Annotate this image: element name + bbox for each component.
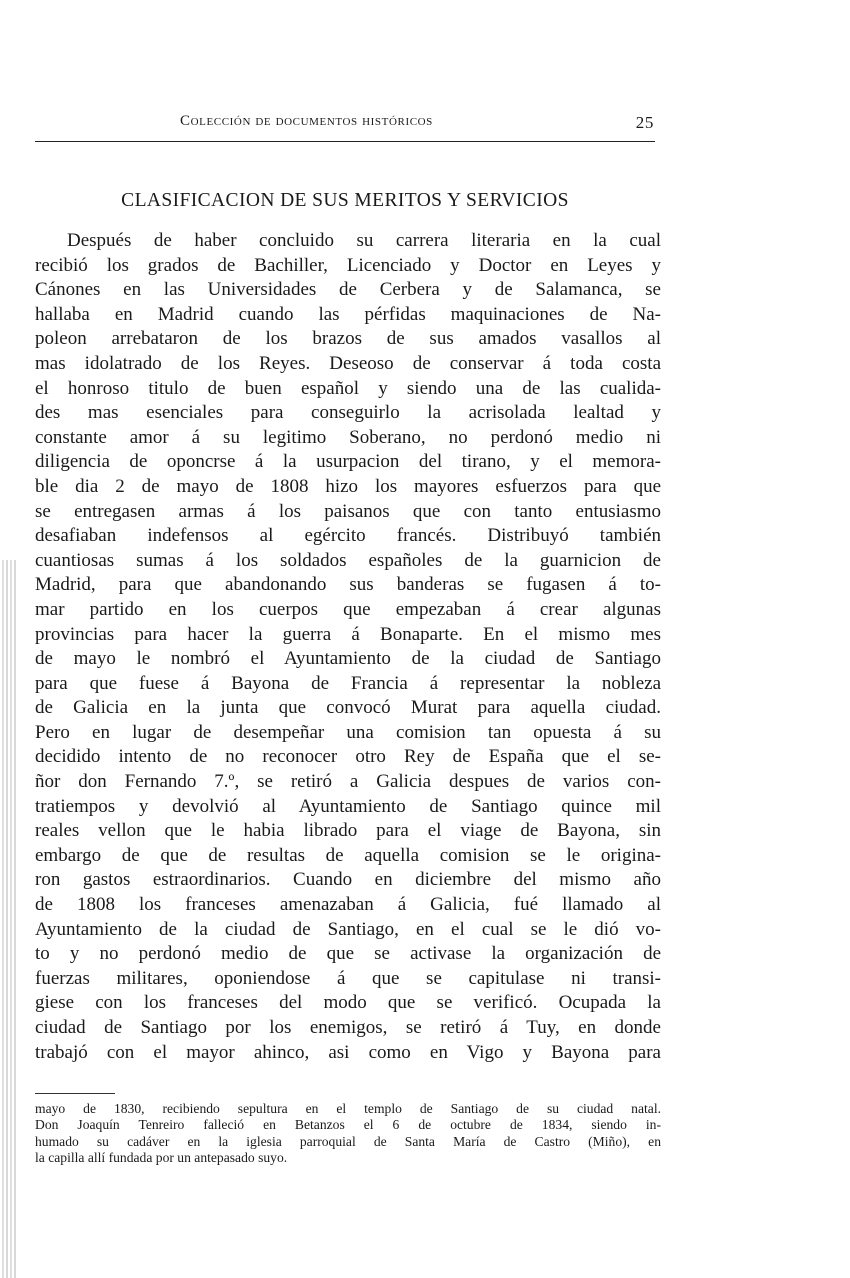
body-line: Cánones en las Universidades de Cerbera y de Salamanca, se [35,279,661,301]
body-line: recibió los grados de Bachiller, Licenciado y Doctor en Leyes y [35,254,661,276]
body-line: provincias para hacer la guerra á Bonaparte. En el mismo mes [35,623,661,645]
body-line: ble dia 2 de mayo de 1808 hizo los mayores esfuerzos para que [35,475,661,497]
body-line: fuerzas militares, oponiendose á que se capitulase ni transi- [35,967,661,989]
body-line: mas idolatrado de los Reyes. Deseoso de conservar á toda costa [35,352,661,374]
body-line: hallaba en Madrid cuando las pérfidas maquinaciones de Na- [35,303,661,325]
body-line: de 1808 los franceses amenazaban á Galicia, fué llamado al [35,894,661,916]
body-line: tratiempos y devolvió al Ayuntamiento de Santiago quince mil [35,795,661,817]
body-line: diligencia de oponcrse á la usurpacion del tirano, y el memora- [35,451,661,473]
body-line: constante amor á su legitimo Soberano, no perdonó medio ni [35,426,661,448]
running-head [180,113,660,130]
body-line: de Galicia en la junta que convocó Murat para aquella ciudad. [35,697,661,719]
body-text [35,229,661,1065]
footnote-line: humado su cadáver en la iglesia parroquial de Santa María de Castro (Miño), en [35,1133,661,1149]
body-line: poleon arrebataron de los brazos de sus amados vasallos al [35,328,661,350]
body-line: el honroso titulo de buen español y siendo una de las cualida- [35,377,661,399]
body-line: des mas esenciales para conseguirlo la acrisolada lealtad y [35,402,661,424]
page-number: 25 [635,113,654,132]
body-line: reales vellon que le habia librado para el viage de Bayona, sin [35,820,661,842]
header-rule [35,141,655,142]
section-title: CLASIFICACION DE SUS MERITOS Y SERVICIOS [121,190,569,211]
running-title: Colección de documentos históricos [180,113,433,129]
body-line: ñor don Fernando 7.º, se retiró a Galicia despues de varios con- [35,771,661,793]
body-line: Después de haber concluido su carrera literaria en la cual [67,230,661,251]
footnotes [35,1101,661,1166]
body-line: Madrid, para que abandonando sus banderas se fugasen á to- [35,574,661,596]
body-line: para que fuese á Bayona de Francia á representar la nobleza [35,672,661,694]
body-line: mar partido en los cuerpos que empezaban á crear algunas [35,598,661,620]
scanned-page-edge [0,560,16,1278]
body-line: desafiaban indefensos al egército francés. Distribuyó también [35,525,661,547]
body-line: ron gastos estraordinarios. Cuando en diciembre del mismo año [35,869,661,891]
body-line: trabajó con el mayor ahinco, asi como en Vigo y Bayona para [35,1041,661,1063]
body-line: ciudad de Santiago por los enemigos, se retiró á Tuy, en donde [35,1017,661,1038]
body-line: se entregasen armas á los paisanos que con tanto entusiasmo [35,500,661,522]
body-line: to y no perdonó medio de que se activase la organización de [35,943,661,965]
body-line: Pero en lugar de desempeñar una comision tan opuesta á su [35,721,661,743]
body-line: decidido intento de no reconocer otro Rey de España que el se- [35,746,661,768]
footnote-line: la capilla allí fundada por un antepasado suyo. [35,1149,288,1165]
body-line: embargo de que de resultas de aquella comision se le origina- [35,844,661,866]
body-line: de mayo le nombró el Ayuntamiento de la ciudad de Santiago [35,648,661,670]
body-line: giese con los franceses del modo que se verificó. Ocupada la [35,992,661,1014]
body-line: cuantiosas sumas á los soldados españoles de la guarnicion de [35,549,661,571]
footnote-line: Don Joaquín Tenreiro falleció en Betanzos el 6 de octubre de 1834, siendo in- [35,1117,661,1133]
footnote-line: mayo de 1830, recibiendo sepultura en el templo de Santiago de su ciudad natal. [35,1101,661,1116]
footnote-rule [35,1093,115,1094]
body-line: Ayuntamiento de la ciudad de Santiago, en el cual se le dió vo- [35,918,661,940]
